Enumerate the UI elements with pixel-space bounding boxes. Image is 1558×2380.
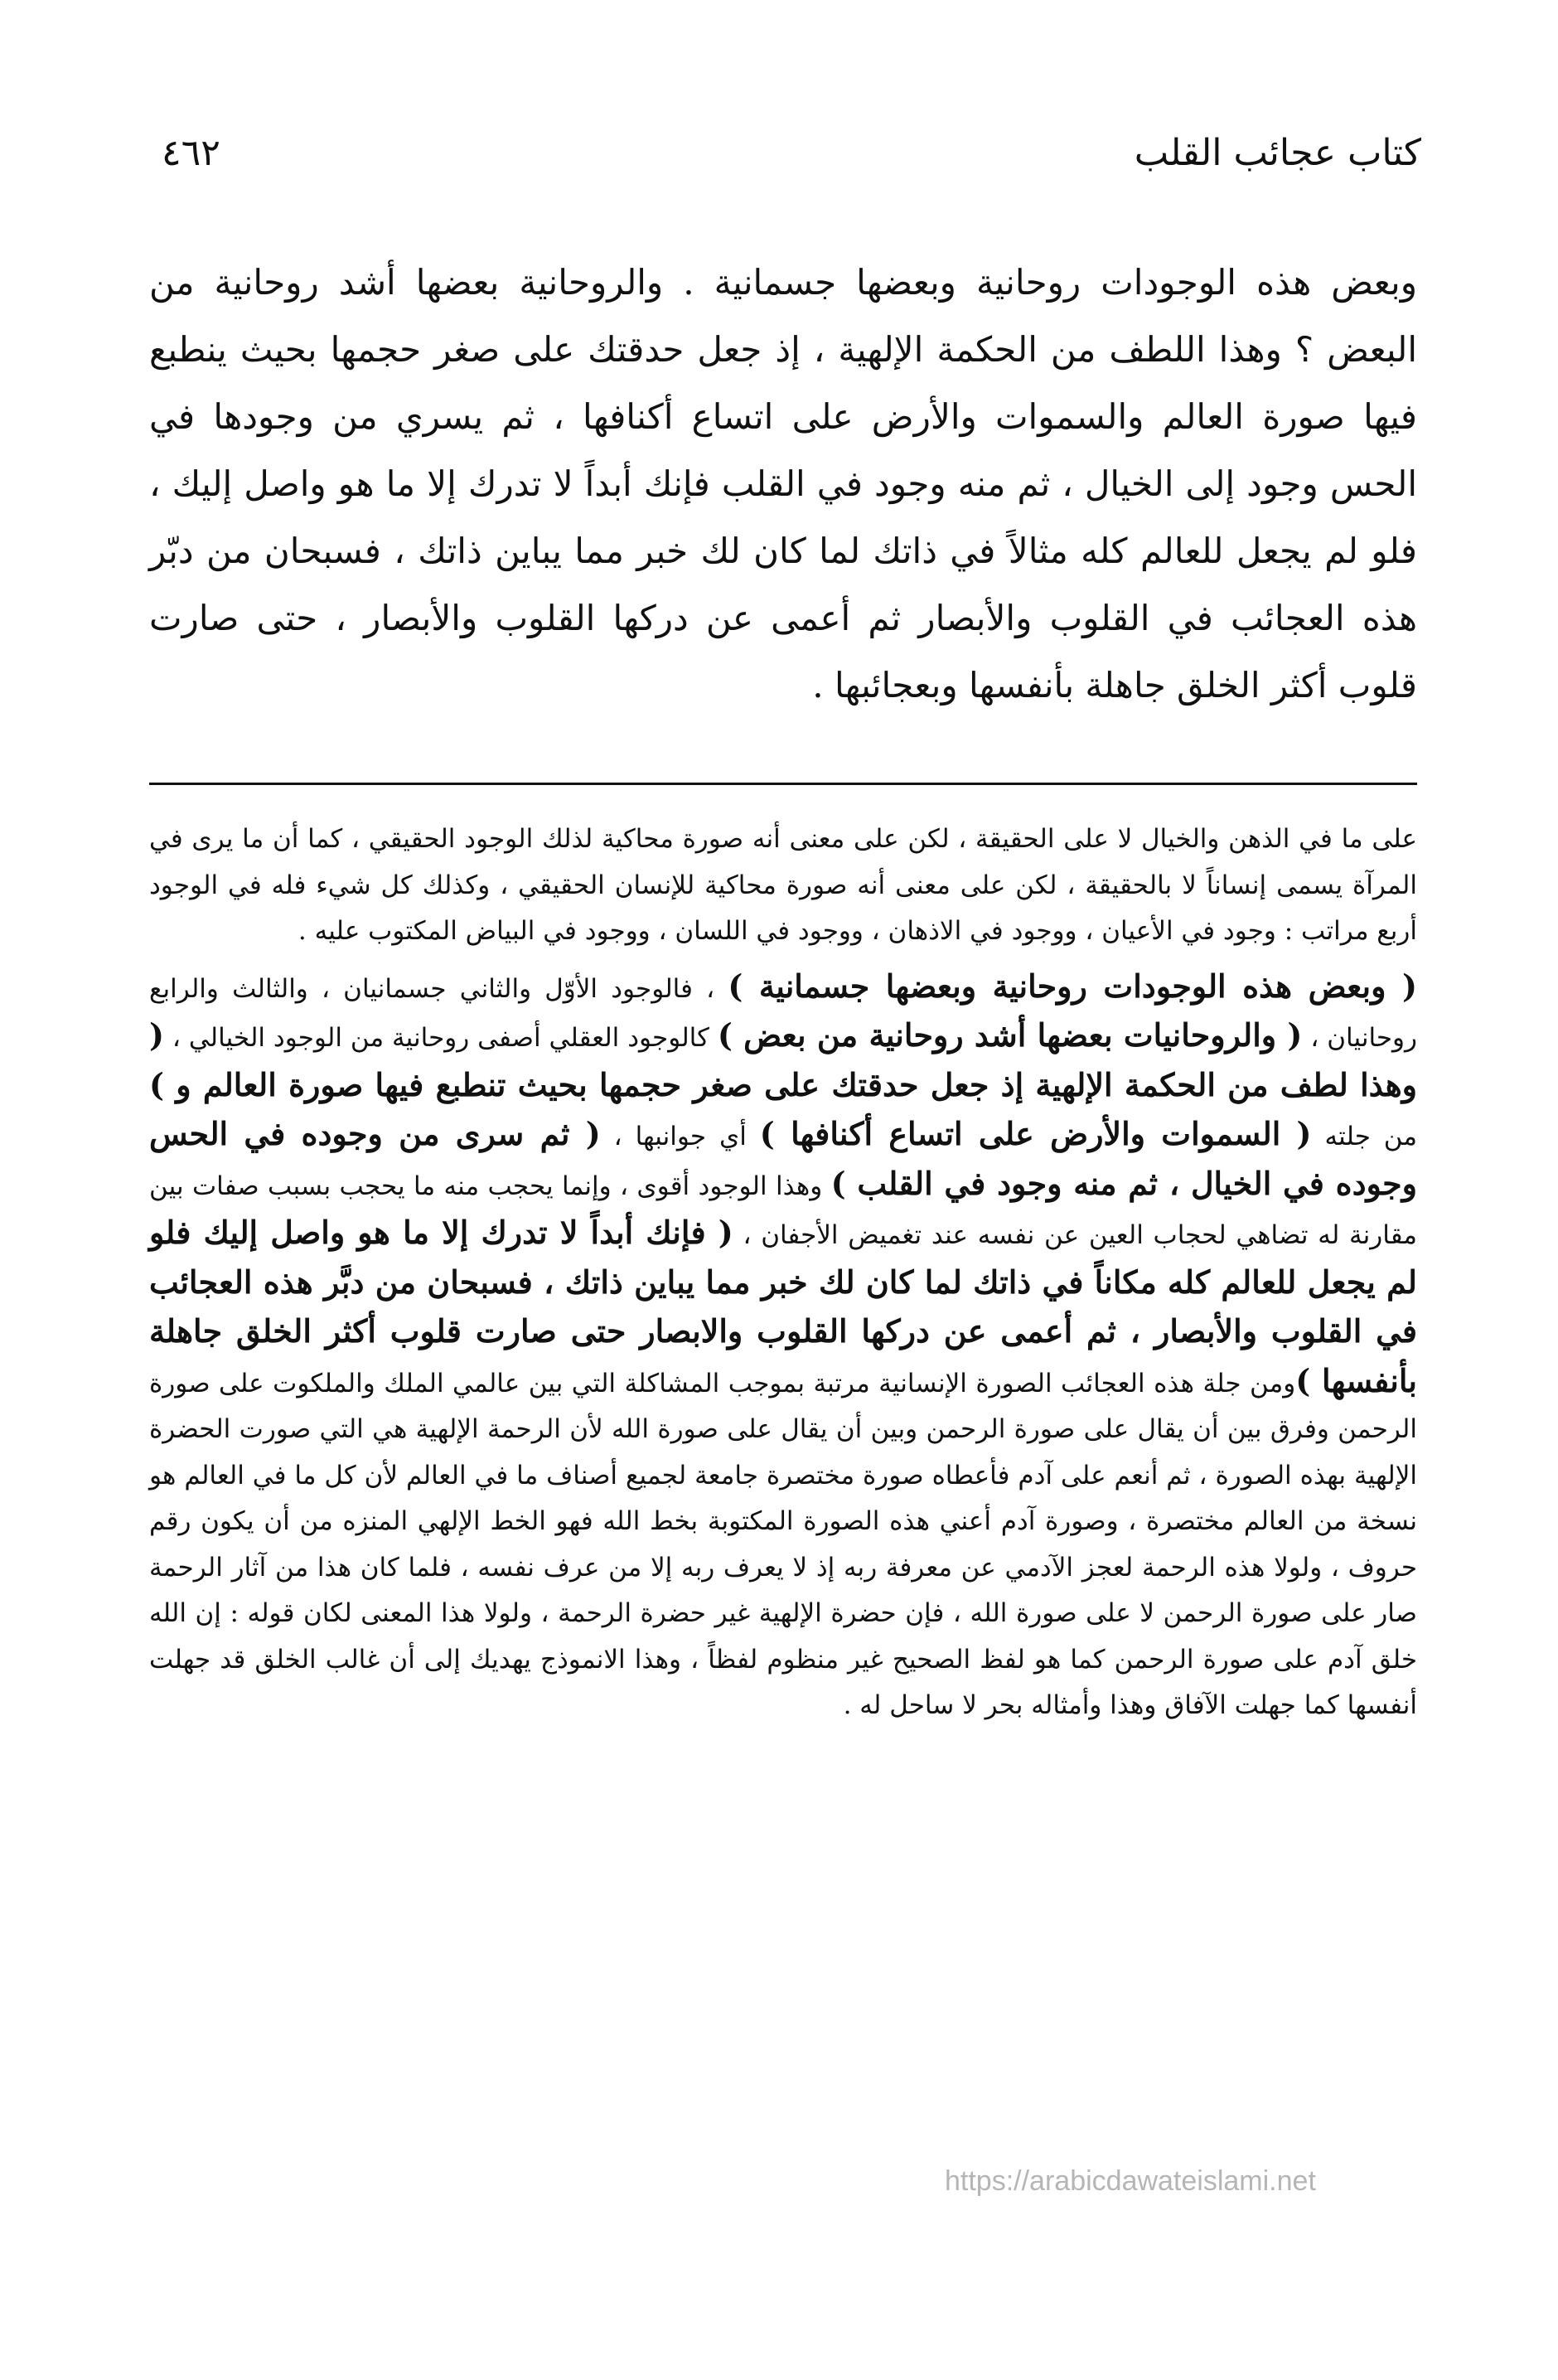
commentary-paragraph <box>149 963 1417 1729</box>
commentary-text: أي جوانبها ، <box>600 1122 760 1151</box>
commentary-quote: ( وهذا لطف من الحكمة الإلهية إذ جعل حدقتك على صغر حجمها بحيث تنطبع فيها صورة العالم و ) <box>149 1016 1417 1103</box>
commentary-text: من جلته <box>1311 1122 1417 1151</box>
page-number: ٤٦٢ <box>162 132 220 174</box>
commentary-text: ومن جلة هذه العجائب الصورة الإنسانية مرتبة بموجب المشاكلة التي بين عالمي الملك والملكوت على صورة الرحمن وفرق بين أن يقال على صورة الرحمن وبين أن يقال على صورة الله لأن الرحمة الإلهية هي التي صورت الحضرة الإلهية بهذه الصورة ، ثم أنعم على آدم فأعطاه صورة مختصرة جامعة لجميع أصناف ما في العالم لأن كل ما في العالم هو نسخة من العالم مختصرة ، وصورة آدم أعني هذه الصورة المكتوبة بخط الله فهو الخط الإلهي المنزه من أن يكون رقم حروف ، ولولا هذه الرحمة لعجز الآدمي عن معرفة ربه إذ لا يعرف ربه إلا من عرف نفسه ، فلما كان هذا من آثار الرحمة صار على صورة الرحمن لا على صورة الله ، فإن حضرة الإلهية غير حضرة الرحمة ، ولولا هذا المعنى لكان قوله : إن الله خلق آدم على صورة الرحمن كما هو لفظ الصحيح غير منظوم لفظاً ، وهذا الانموذج يهديك إلى أن غالب الخلق قد جهلت أنفسها كما جهلت الآفاق وهذا وأمثاله بحر لا ساحل له . <box>149 1368 1417 1720</box>
main-paragraph: وبعض هذه الوجودات روحانية وبعضها جسمانية . والروحانية بعضها أشد روحانية من البعض ؟ وهذا اللطف من الحكمة الإلهية ، إذ جعل حدقتك على صغر حجمها بحيث ينطبع فيها صورة العالم والسموات والأرض على اتساع أكنافها ، ثم يسري من وجودها في الحس وجود إلى الخيال ، ثم منه وجود في القلب فإنك أبداً لا تدرك إلا ما هو واصل إليك ، فلو لم يجعل للعالم كله مثالاً في ذاتك لما كان لك خبر مما يباين ذاتك ، فسبحان من دبّر هذه العجائب في القلوب والأبصار ثم أعمى عن دركها القلوب والأبصار ، حتى صارت قلوب أكثر الخلق جاهلة بأنفسها وبعجائبها . <box>149 262 1417 705</box>
commentary-text: كالوجود العقلي أصفى روحانية من الوجود الخيالي ، <box>163 1023 718 1053</box>
commentary-quote: ( ثم سرى من وجوده في الحس وجوده في الخيال ، ثم منه وجود في القلب ) <box>149 1115 1417 1202</box>
book-title: كتاب عجائب القلب <box>1134 132 1421 174</box>
commentary-quote: ( فإنك أبداً لا تدرك إلا ما هو واصل إليك فلو لم يجعل للعالم كله مكاناً في ذاتك لما كان لك خبر مما يباين ذاتك ، فسبحان من دبَّر هذه العجائب في القلوب والأبصار ، ثم أعمى عن دركها القلوب والابصار حتى صارت قلوب أكثر الخلق جاهلة بأنفسها ) <box>149 1214 1417 1399</box>
commentary-quote: ( السموات والأرض على اتساع أكنافها ) <box>759 1115 1312 1152</box>
main-text <box>149 249 1417 719</box>
footnote-paragraph: على ما في الذهن والخيال لا على الحقيقة ، لكن على معنى أنه صورة محاكية لذلك الوجود الحقيقي ، كما أن ما يرى في المرآة يسمى إنساناً لا بالحقيقة ، لكن على معنى أنه صورة محاكية للإنسان الحقيقي ، وكذلك كل شيء فله في الوجود أربع مراتب : وجود في الأعيان ، ووجود في الاذهان ، ووجود في اللسان ، ووجود في البياض المكتوب عليه . <box>149 824 1417 946</box>
running-head <box>162 124 1421 182</box>
watermark-url: https://arabicdawateislami.net <box>945 2165 1316 2197</box>
notes-section <box>149 817 1417 1729</box>
footnote-divider <box>149 783 1417 785</box>
commentary-quote: ( والروحانيات بعضها أشد روحانية من بعض ) <box>717 1016 1303 1054</box>
commentary-text: ، فالوجود الأوّل والثاني جسمانيان ، والثالث والرابع روحانيان ، <box>149 973 1417 1053</box>
commentary-quote: ( وبعض هذه الوجودات روحانية وبعضها جسمانية ) <box>728 967 1417 1005</box>
commentary-text: وهذا الوجود أقوى ، وإنما يحجب منه ما يحجب بسبب صفات بين مقارنة له تضاهي لحجاب العين عن نفسه عند تغميض الأجفان ، <box>149 1171 1418 1250</box>
